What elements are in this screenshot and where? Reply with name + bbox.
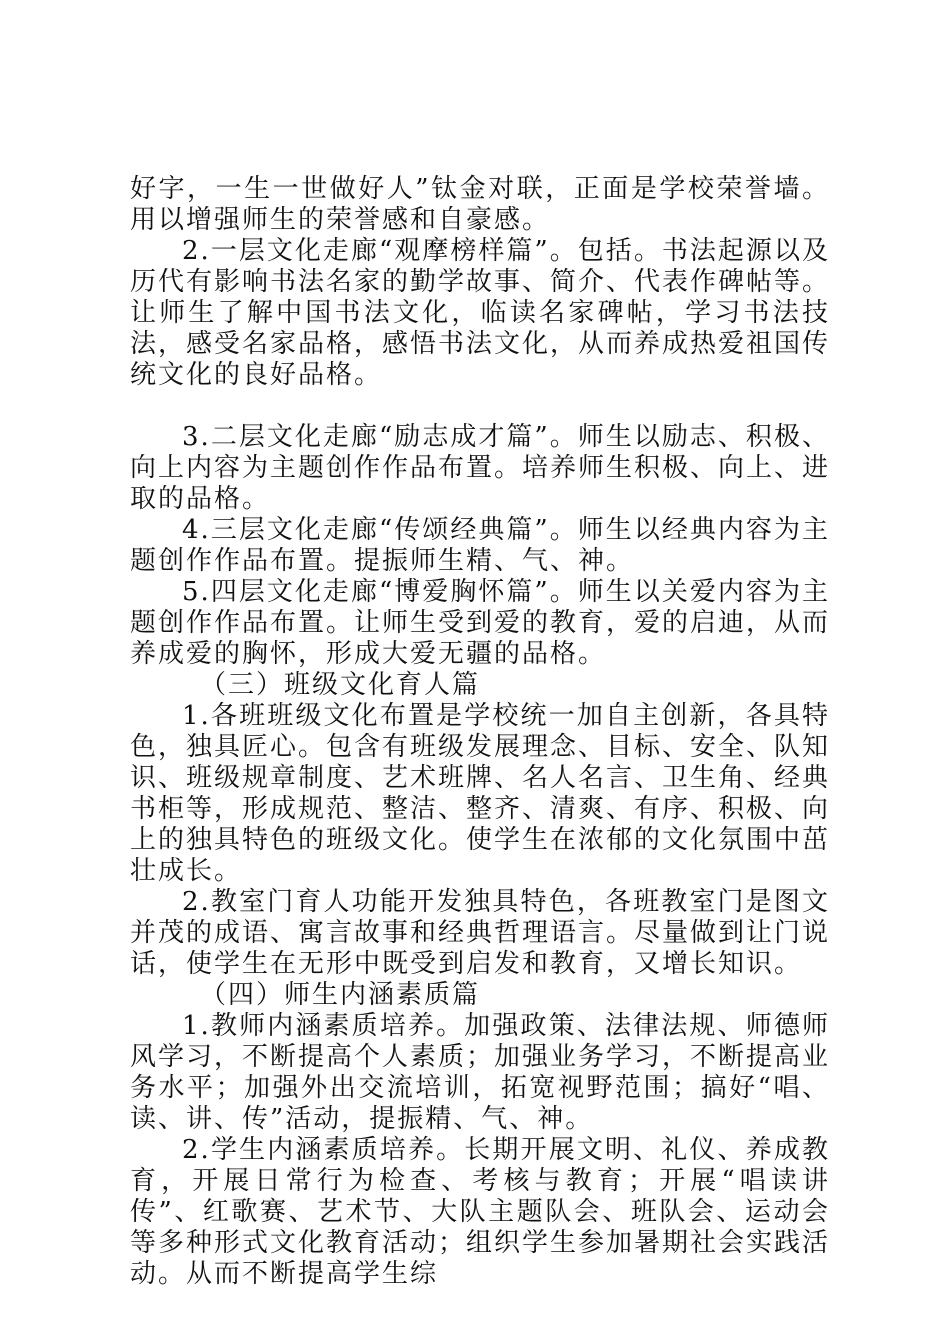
document-body [130, 174, 830, 1290]
paragraph-student-quality: 2.学生内涵素质培养。长期开展文明、礼仪、养成教育，开展日常行为检查、考核与教育；开展“唱读讲传”、红歌赛、艺术节、大队主题队会、班队会、运动会等多种形式文化教育活动；组织学生参加暑期社会实践活动。从而不断提高学生综 [130, 1135, 831, 1289]
paragraph-class-culture-2: 2.教室门育人功能开发独具特色，各班教室门是图文并茂的成语、寓言故事和经典哲理语言。尽量做到让门说话，使学生在无形中既受到启发和教育，又增长知识。 [130, 887, 831, 979]
paragraph-item-3: 3.二层文化走廊“励志成才篇”。师生以励志、积极、向上内容为主题创作作品布置。培养师生积极、向上、进取的品格。 [130, 422, 831, 514]
paragraph-continuation: 好字，一生一世做好人”钛金对联，正面是学校荣誉墙。用以增强师生的荣誉感和自豪感。 [130, 174, 830, 235]
paragraph-class-culture-1: 1.各班班级文化布置是学校统一加自主创新，各具特色，独具匠心。包含有班级发展理念、目标、安全、队知识、班级规章制度、艺术班牌、名人名言、卫生角、经典书柜等，形成规范、整洁、整齐、清爽、有序、积极、向上的独具特色的班级文化。使学生在浓郁的文化氛围中茁壮成长。 [130, 701, 831, 886]
paragraph-item-2: 2.一层文化走廊“观摩榜样篇”。包括。书法起源以及历代有影响书法名家的勤学故事、简介、代表作碑帖等。让师生了解中国书法文化，临读名家碑帖，学习书法技法，感受名家品格，感悟书法文化，从而养成热爱祖国传统文化的良好品格。 [130, 236, 831, 390]
paragraph-spacer [130, 391, 830, 422]
paragraph-teacher-quality: 1.教师内涵素质培养。加强政策、法律法规、师德师风学习，不断提高个人素质；加强业务学习，不断提高业务水平；加强外出交流培训，拓宽视野范围；搞好“唱、读、讲、传”活动，提振精、气、神。 [130, 1011, 831, 1134]
paragraph-item-5: 5.四层文化走廊“博爱胸怀篇”。师生以关爱内容为主题创作作品布置。让师生受到爱的教育，爱的启迪，从而养成爱的胸怀，形成大爱无疆的品格。 [130, 577, 831, 669]
paragraph-item-4: 4.三层文化走廊“传颂经典篇”。师生以经典内容为主题创作作品布置。提振师生精、气、神。 [130, 515, 830, 576]
section-heading-4: （四）师生内涵素质篇 [200, 980, 481, 1010]
section-heading-3: （三）班级文化育人篇 [200, 670, 481, 700]
